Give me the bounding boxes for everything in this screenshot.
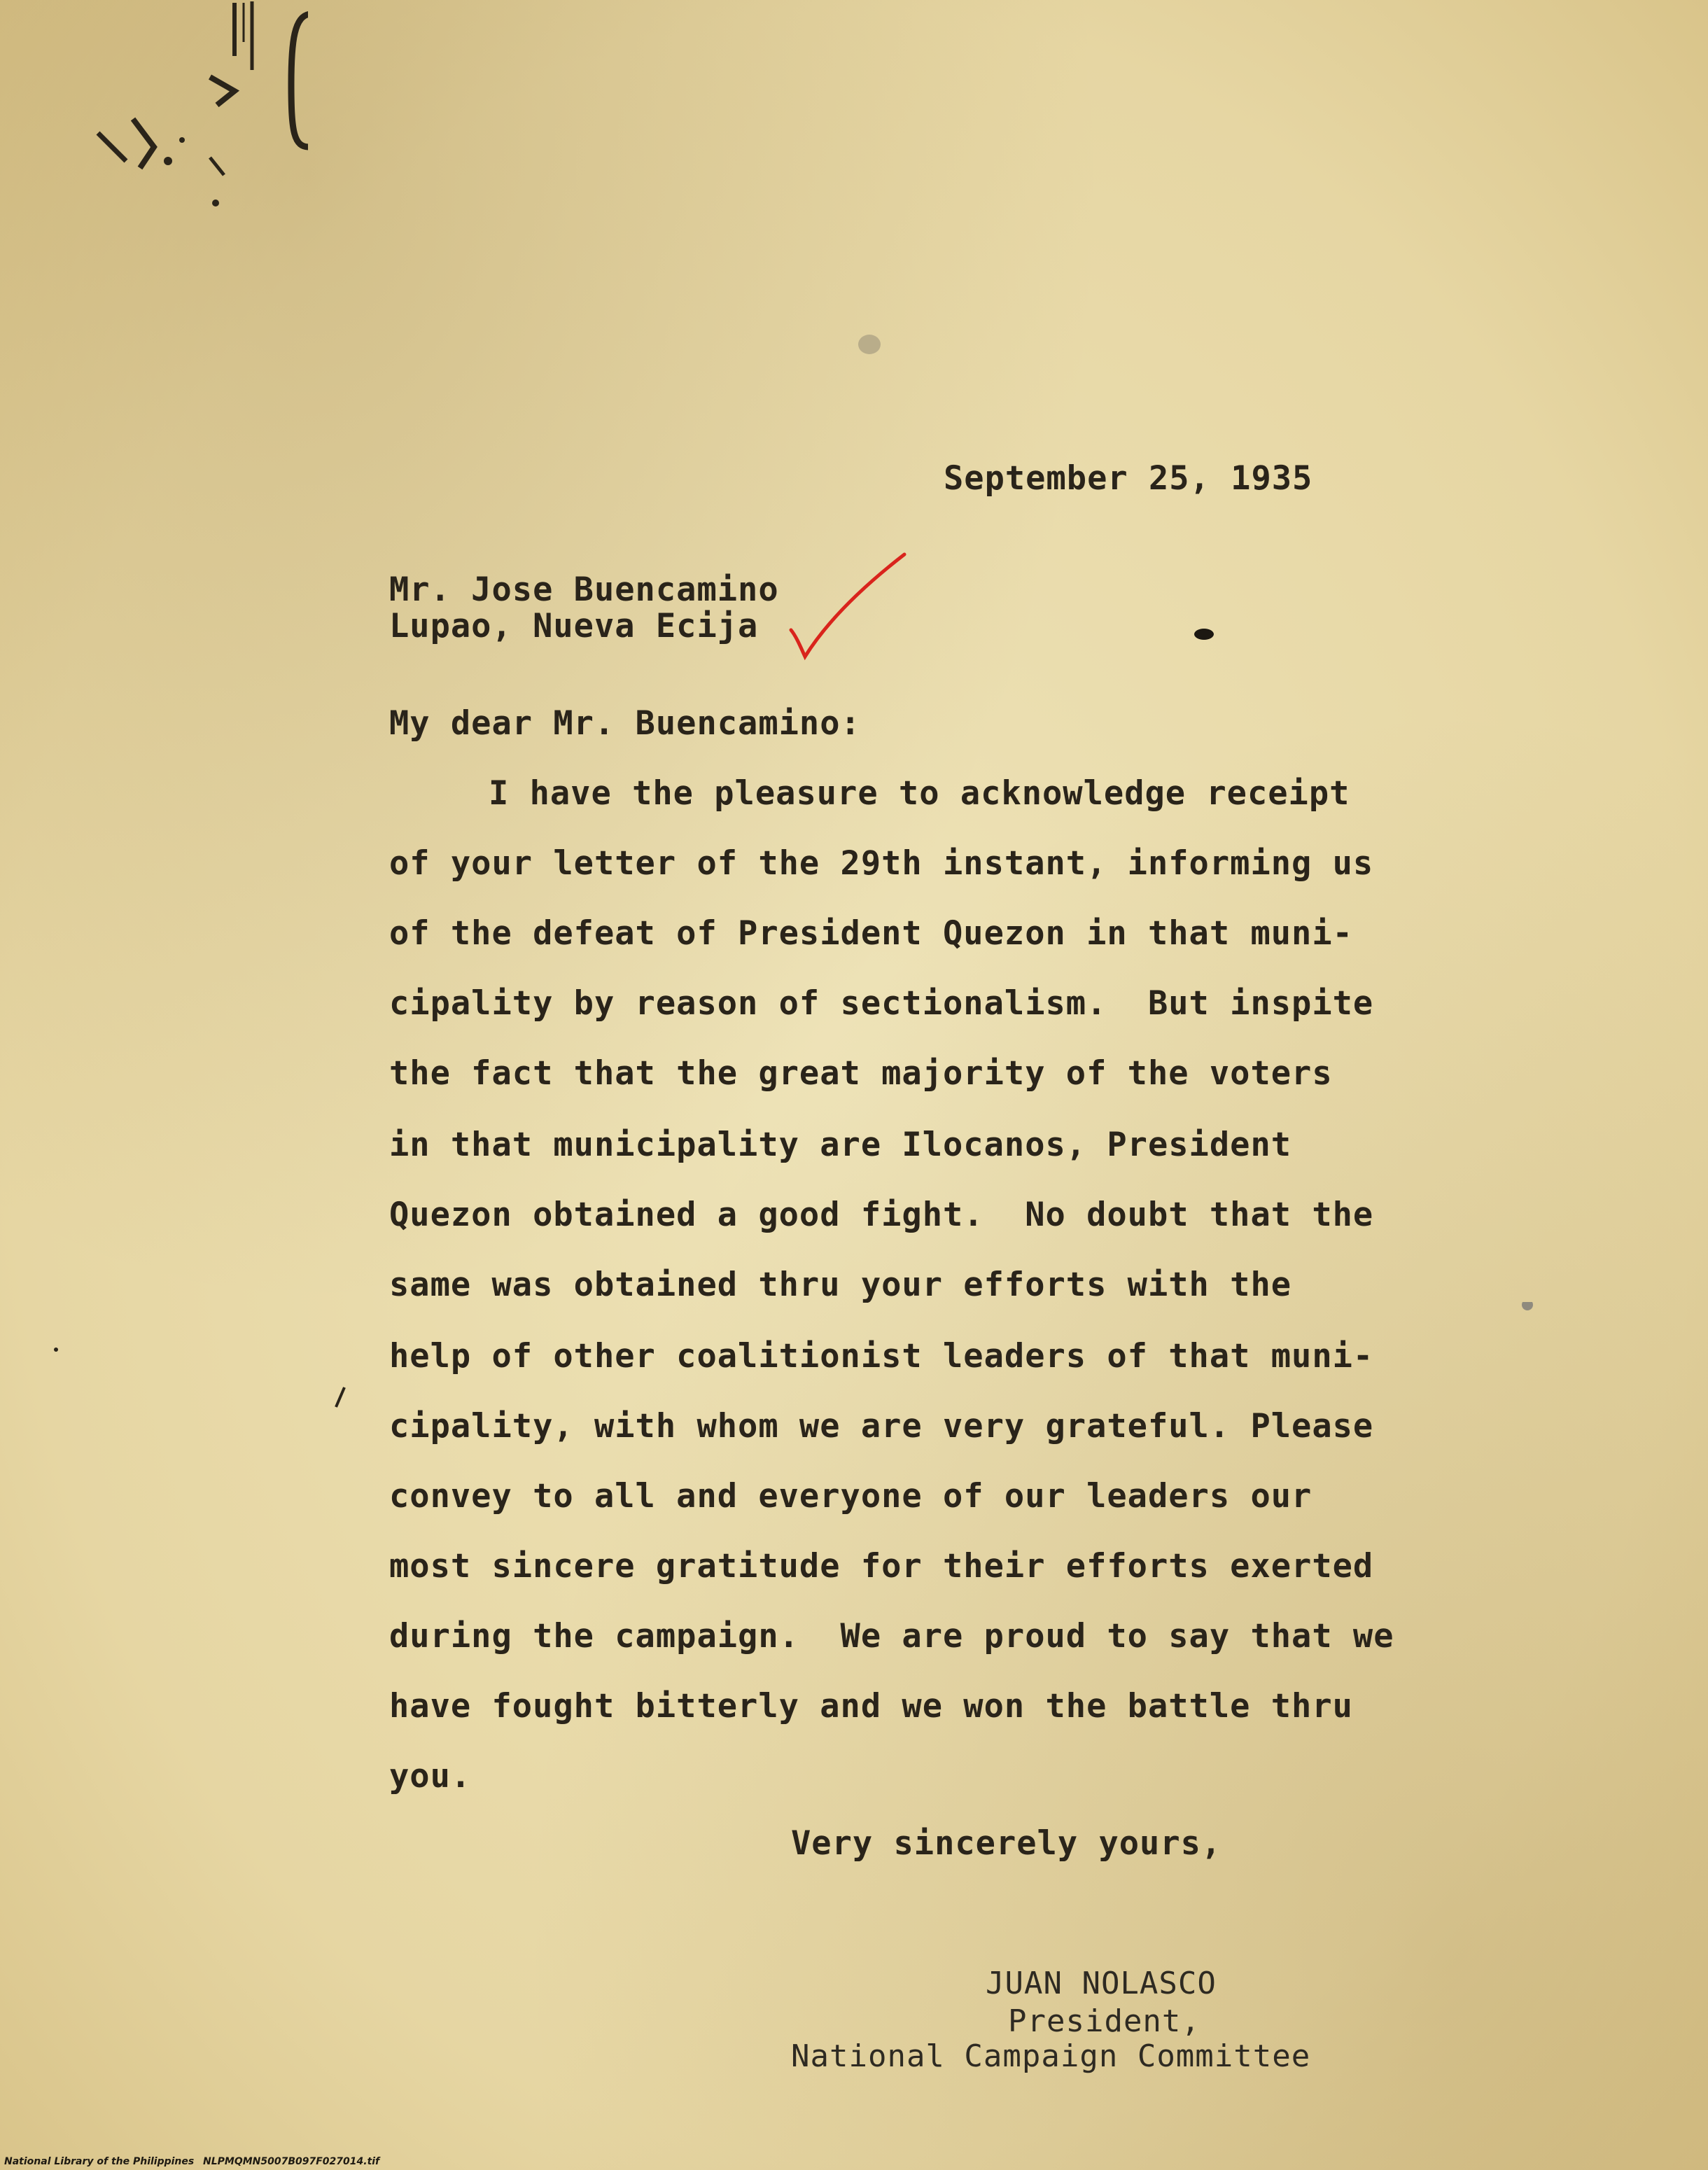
body-line: you. bbox=[389, 1757, 472, 1795]
body-line: most sincere gratitude for their efforts exerted bbox=[389, 1547, 1374, 1586]
check-mark-icon bbox=[784, 546, 917, 665]
signatory-organization: National Campaign Committee bbox=[791, 2038, 1311, 2074]
body-line: have fought bitterly and we won the battle thru bbox=[389, 1687, 1353, 1726]
body-line: during the campaign. We are proud to say that we bbox=[389, 1617, 1394, 1656]
archive-file-id: NLPMQMN5007B097F027014.tif bbox=[203, 2156, 380, 2167]
body-line: the fact that the great majority of the voters bbox=[389, 1054, 1333, 1093]
body-line: in that municipality are Ilocanos, President bbox=[389, 1126, 1292, 1164]
body-line: same was obtained thru your efforts with the bbox=[389, 1266, 1292, 1304]
ink-blot bbox=[1190, 623, 1218, 644]
body-line: of the defeat of President Quezon in that muni- bbox=[389, 914, 1353, 953]
recipient-name: Mr. Jose Buencamino bbox=[389, 570, 779, 609]
body-line: help of other coalitionist leaders of that muni- bbox=[389, 1337, 1374, 1376]
signatory-title: President, bbox=[1008, 2003, 1200, 2039]
body-line: I have the pleasure to acknowledge receipt bbox=[489, 774, 1350, 813]
margin-specks bbox=[42, 1302, 1708, 1484]
salutation: My dear Mr. Buencamino: bbox=[389, 704, 861, 743]
letter-date: September 25, 1935 bbox=[944, 459, 1313, 498]
archive-punch-marks bbox=[84, 0, 308, 224]
body-line: cipality, with whom we are very grateful. Please bbox=[389, 1407, 1374, 1446]
archive-credit: National Library of the Philippines bbox=[4, 2156, 195, 2167]
body-line: of your letter of the 29th instant, informing us bbox=[389, 844, 1374, 883]
recipient-address: Lupao, Nueva Ecija bbox=[389, 607, 759, 645]
body-line: cipality by reason of sectionalism. But inspite bbox=[389, 984, 1374, 1023]
body-line: convey to all and everyone of our leaders our bbox=[389, 1477, 1312, 1516]
paper-smudge bbox=[855, 329, 885, 358]
signatory-name: JUAN NOLASCO bbox=[986, 1966, 1217, 2001]
body-line: Quezon obtained a good fight. No doubt that the bbox=[389, 1196, 1374, 1234]
closing: Very sincerely yours, bbox=[791, 1824, 1222, 1863]
